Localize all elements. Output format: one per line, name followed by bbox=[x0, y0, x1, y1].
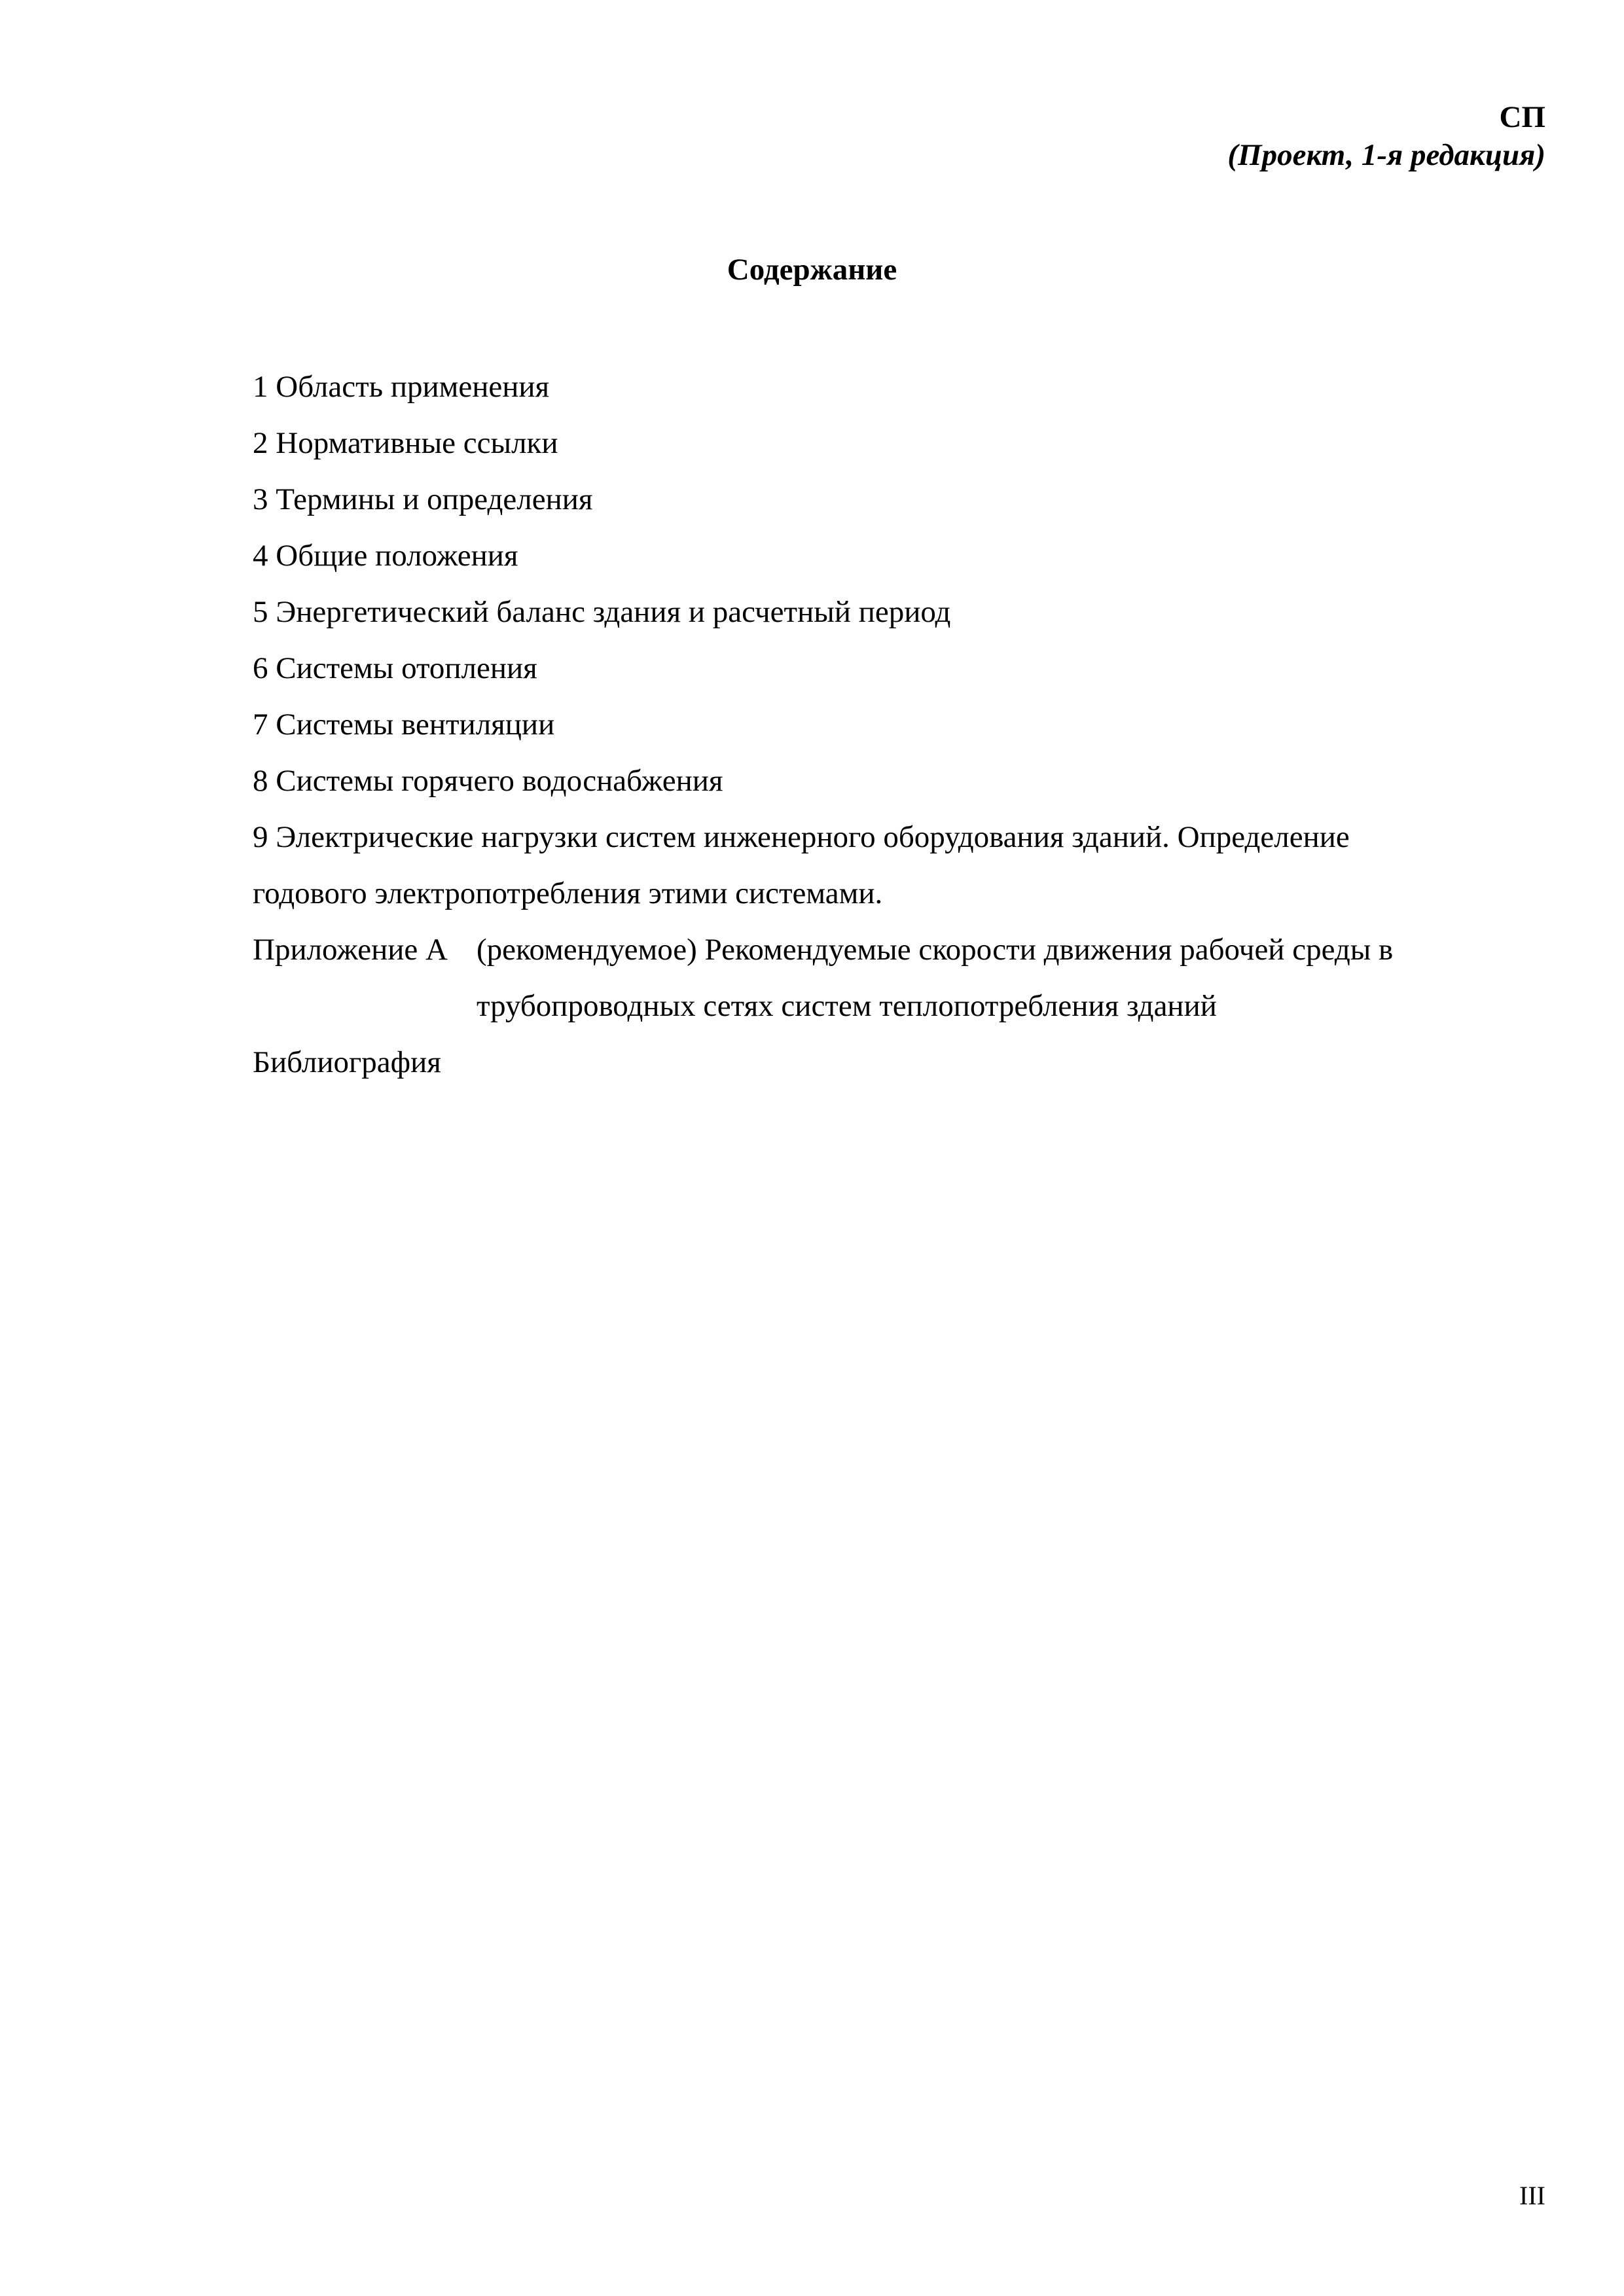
toc-item-terms-definitions: 3 Термины и определения bbox=[253, 482, 593, 516]
toc-item-scope: 1 Область применения bbox=[253, 370, 550, 404]
toc-item-appendix-a bbox=[253, 922, 1536, 1034]
document-header bbox=[1227, 98, 1545, 174]
toc-title: Содержание bbox=[727, 253, 897, 287]
page-number: III bbox=[1519, 2181, 1545, 2210]
toc-item-heating-systems: 6 Системы отопления bbox=[253, 651, 537, 685]
toc-item-general-provisions: 4 Общие положения bbox=[253, 539, 518, 573]
appendix-label: Приложение А bbox=[253, 933, 448, 967]
toc-item-energy-balance: 5 Энергетический баланс здания и расчетный период bbox=[253, 595, 951, 629]
appendix-title: (рекомендуемое) Рекомендуемые скорости движения рабочей среды в трубопроводных сетях систем теплопотребления зданий bbox=[477, 933, 1394, 1023]
toc-item-hot-water-systems: 8 Системы горячего водоснабжения bbox=[253, 764, 723, 798]
toc-item-ventilation-systems: 7 Системы вентиляции bbox=[253, 708, 555, 742]
document-code: СП bbox=[1499, 100, 1545, 134]
toc-item-normative-references: 2 Нормативные ссылки bbox=[253, 426, 558, 460]
toc-item-bibliography: Библиография bbox=[253, 1045, 441, 1079]
table-of-contents bbox=[253, 359, 1536, 1090]
document-edition: (Проект, 1-я редакция) bbox=[1227, 138, 1545, 172]
toc-item-electrical-loads: 9 Электрические нагрузки систем инженерного оборудования зданий. Определение годового электропотребления этими системами. bbox=[253, 820, 1350, 910]
